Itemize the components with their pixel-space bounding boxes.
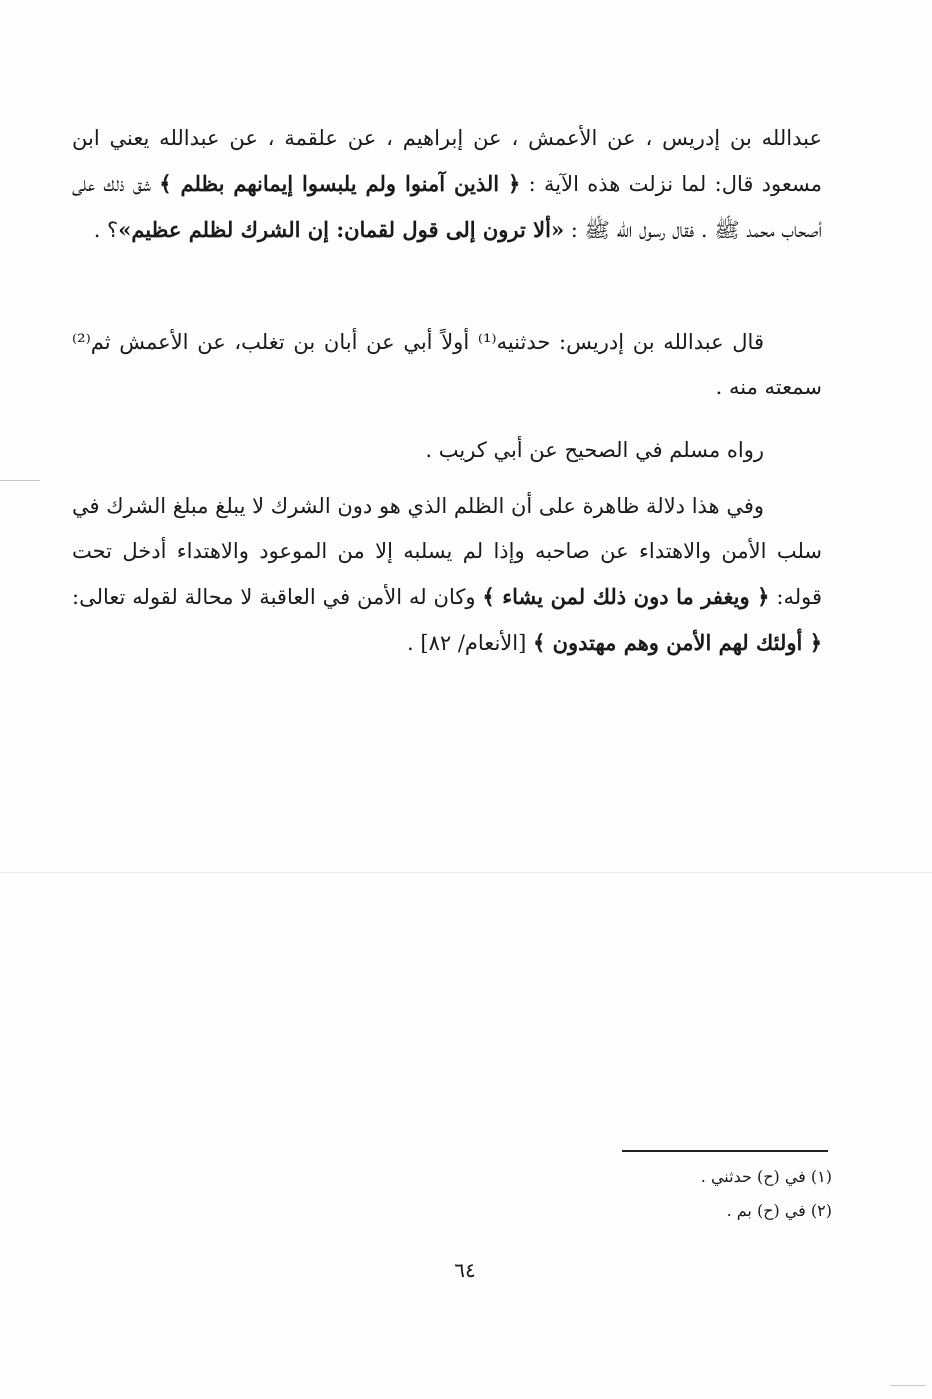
footnotes <box>701 1160 832 1228</box>
text-segment: رواه مسلم في الصحيح عن أبي كريب . <box>425 438 764 462</box>
quran-verse-bold: ﴿ أولئك لهم الأمن وهم مهتدون ﴾ <box>532 630 822 655</box>
quran-verse-bold: ﴿ الذين آمنوا ولم يلبسوا إيمانهم بظلم ﴾ <box>159 171 521 196</box>
text-segment: وفي هذا دلالة ظاهرة على أن الظلم الذي هو دون الشرك لا يبلغ مبلغ الشرك في سلب الأمن والاهتداء عن صاحبه وإذا لم يسلبه إلا من الموعود والاهتداء أدخل تحت قوله: <box>72 494 823 609</box>
footnote-divider <box>622 1150 828 1152</box>
text-segment: ؟ . <box>93 218 119 242</box>
text-segment: عبدالله بن إدريس ، عن الأعمش ، عن إبراهيم ، عن علقمة ، عن عبدالله يعني ابن مسعود قال: لما نزلت هذه الآية : <box>72 126 822 196</box>
scan-artifact <box>890 1385 926 1386</box>
quran-verse-bold: ﴿ ويغفر ما دون ذلك لمن يشاء ﴾ <box>482 584 770 609</box>
hadith-quote-bold: «ألا ترون إلى قول لقمان: إن الشرك لظلم عظيم» <box>118 217 565 242</box>
paragraph-hadith-isnad <box>72 116 822 253</box>
text-segment: وكان له الأمن في العاقبة لا محالة لقوله تعالى: <box>72 585 483 609</box>
scan-artifact <box>0 480 40 481</box>
paragraph-commentary <box>72 484 822 666</box>
footnote-1: (١) في (ح) حدثني . <box>700 1167 832 1186</box>
paragraph-source-note <box>72 428 822 473</box>
scan-artifact <box>0 872 932 873</box>
text-segment: شق ذلك على أصحاب محمد ﷺ . فقال رسول الله ﷺ : <box>72 172 822 242</box>
page-number: ٦٤ <box>454 1258 476 1282</box>
footnote-2: (٢) في (ح) بم . <box>726 1201 832 1220</box>
text-segment: قال عبدالله بن إدريس: حدثنيه⁽¹⁾ أولاً أبي عن أبان بن تغلب، عن الأعمش ثم⁽²⁾ سمعته منه . <box>72 330 822 399</box>
paragraph-narration-note <box>72 320 822 410</box>
text-segment: [الأنعام/ ٨٢] . <box>407 631 533 655</box>
